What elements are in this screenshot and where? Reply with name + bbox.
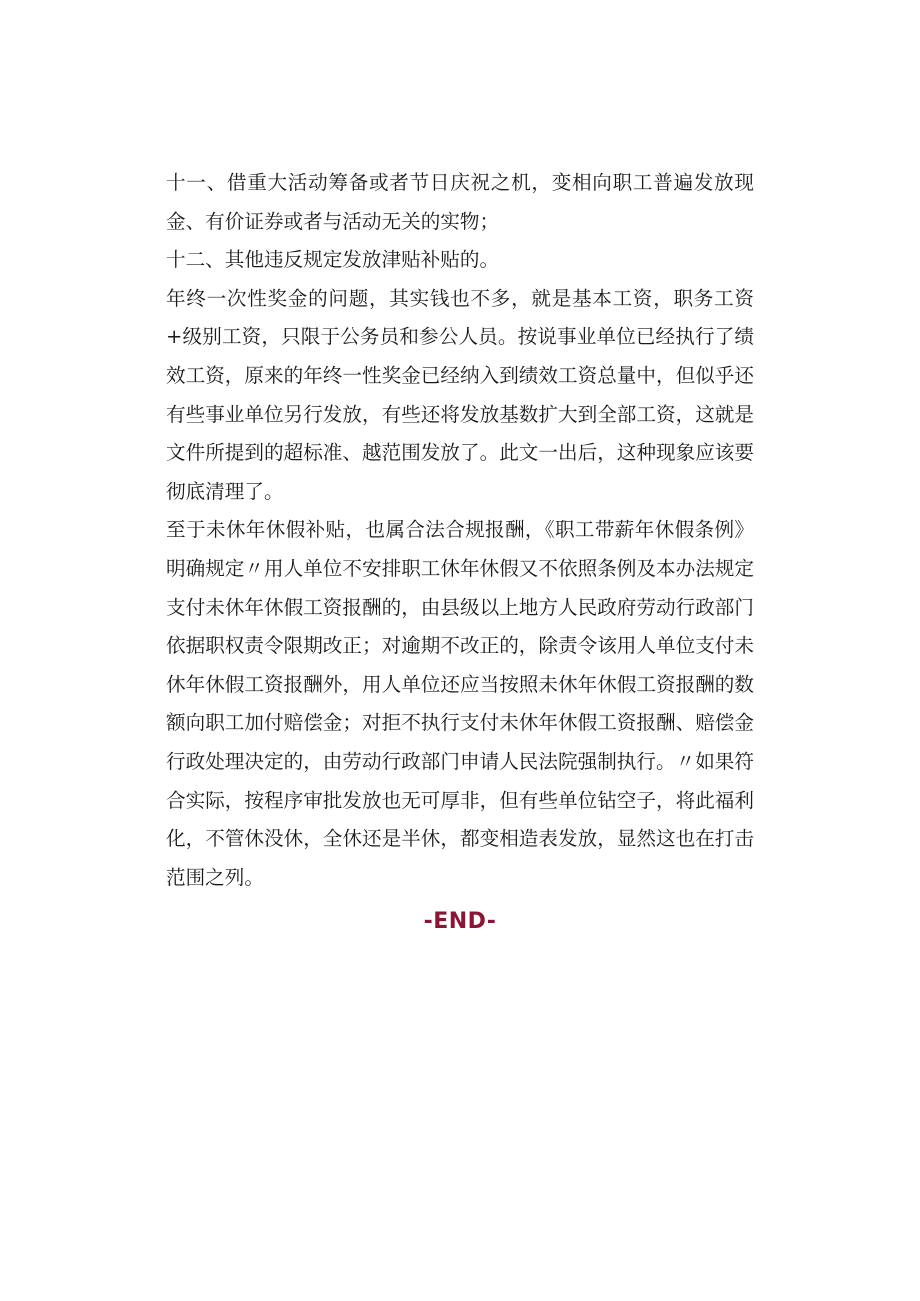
paragraph-item-12: 十二、其他违反规定发放津贴补贴的。 [166,248,500,272]
paragraph-item-11: 十一、借重大活动筹备或者节日庆祝之机，变相向职工普遍发放现金、有价证券或者与活动无关的实物； [166,171,754,233]
document-page [166,164,754,947]
paragraph-year-end-bonus: 年终一次性奖金的问题，其实钱也不多，就是基本工资，职务工资+级别工资，只限于公务员和参公人员。按说事业单位已经执行了绩效工资，原来的年终一性奖金已经纳入到绩效工资总量中，但似乎还有些事业单位另行发放，有些还将发放基数扩大到全部工资，这就是文件所提到的超标准、越范围发放了。此文一出后，这种现象应该要彻底清理了。 [166,286,754,503]
end-mark: -END- [423,909,497,935]
paragraph-annual-leave-subsidy: 至于未休年休假补贴，也属合法合规报酬，《职工带薪年休假条例》明确规定〃用人单位不安排职工休年休假又不依照条例及本办法规定支付未休年休假工资报酬的，由县级以上地方人民政府劳动行政部门依据职权责令限期改正；对逾期不改正的，除责令该用人单位支付未休年休假工资报酬外，用人单位还应当按照未休年休假工资报酬的数额向职工加付赔偿金；对拒不执行支付未休年休假工资报酬、赔偿金行政处理决定的，由劳动行政部门申请人民法院强制执行。〃如果符合实际，按程序审批发放也无可厚非，但有些单位钻空子，将此福利化，不管休没休，全休还是半休，都变相造表发放，显然这也在打击范围之列。 [166,518,754,889]
